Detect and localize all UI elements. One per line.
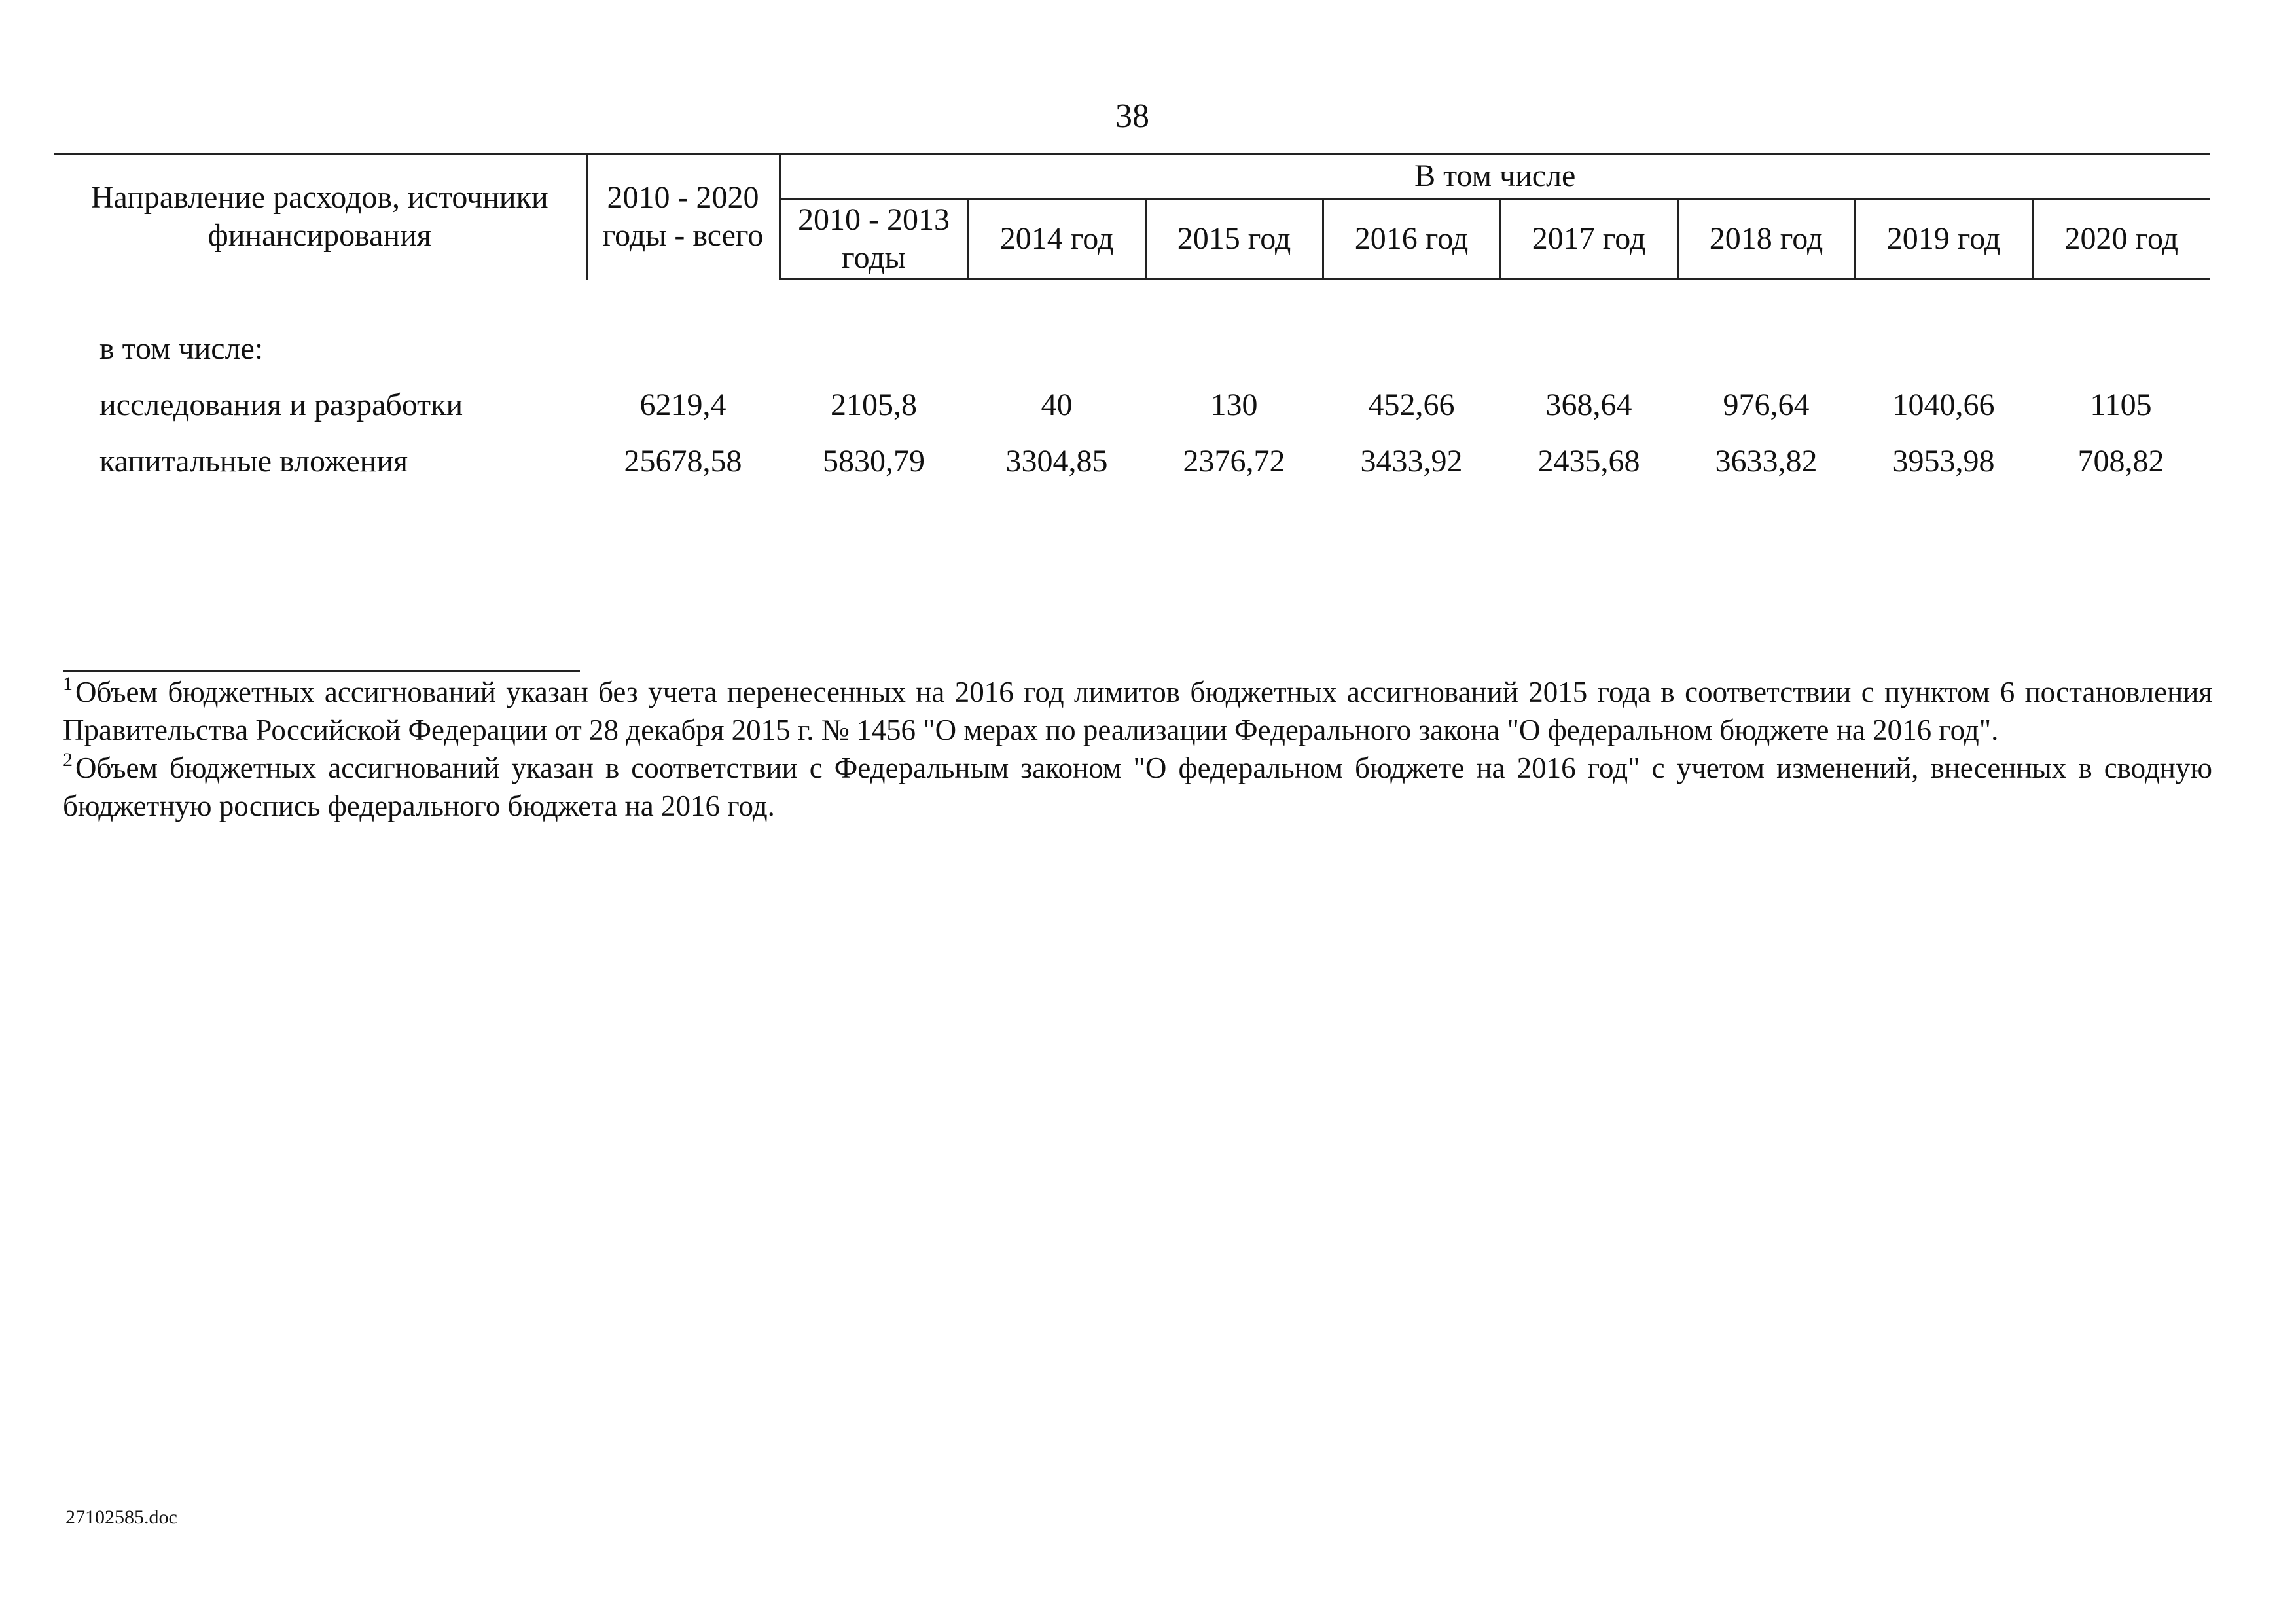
row-label: капитальные вложения [99,444,408,479]
row-label: исследования и разработки [99,388,463,422]
header-year-col: 2015 год [1145,199,1323,280]
row-value: 1040,66 [1892,388,1995,422]
row-value: 40 [1041,388,1073,422]
row-value: 3953,98 [1892,444,1995,479]
row-value: 452,66 [1368,388,1455,422]
footnote-text: Объем бюджетных ассигнований указан в соответствии с Федеральным законом "О федеральном бюджете на 2016 год" с учетом изменений, внесенных в сводную бюджетную роспись федерального бюджета на 2016 год. [63,752,2212,822]
row-value: 3433,92 [1360,444,1463,479]
header-year-col: 2017 год [1500,199,1677,280]
header-row-top [54,154,2210,199]
header-year-col: 2019 год [1855,199,2032,280]
row-value: 368,64 [1545,388,1632,422]
header-year-col: 2016 год [1323,199,1500,280]
header-total: 2010 - 2020 годы - всего [586,154,780,280]
header-group-label: В том числе [780,154,2210,199]
section-row [54,321,2210,377]
row-total: 25678,58 [624,444,742,479]
footnote [63,673,2212,749]
header-year-col: 2014 год [968,199,1145,280]
row-value: 130 [1210,388,1258,422]
page-number: 38 [1115,98,1149,135]
row-value: 3633,82 [1715,444,1818,479]
footnote-mark: 1 [63,673,73,695]
footnote-text: Объем бюджетных ассигнований указан без учета перенесенных на 2016 год лимитов бюджетных ассигнований 2015 года в соответствии с пунктом 6 постановления Правительства Российской Федерации от 28 декабря 2015 г. № 1456 "О мерах по реализации Федерального закона "О федеральном бюджете на 2016 год". [63,676,2212,746]
budget-table [54,153,2210,490]
row-value: 2435,68 [1537,444,1640,479]
row-value: 708,82 [2077,444,2164,479]
footnote-mark: 2 [63,749,73,771]
document-id: 27102585.doc [65,1506,177,1528]
header-year-col: 2018 год [1677,199,1855,280]
section-label: в том числе: [99,331,264,366]
header-year-col: 2020 год [2032,199,2210,280]
row-value: 1105 [2090,388,2152,422]
row-value: 2376,72 [1183,444,1285,479]
header-year-col: 2010 - 2013 годы [780,199,968,280]
header-direction: Направление расходов, источники финансирования [54,154,586,280]
row-value: 976,64 [1723,388,1810,422]
row-value: 3304,85 [1005,444,1108,479]
table-row [54,433,2210,490]
row-value: 2105,8 [831,388,917,422]
row-total: 6219,4 [639,388,726,422]
footnote-separator [63,670,580,672]
row-value: 5830,79 [823,444,925,479]
footnote [63,749,2212,825]
table-row [54,377,2210,433]
footnotes [63,673,2212,825]
